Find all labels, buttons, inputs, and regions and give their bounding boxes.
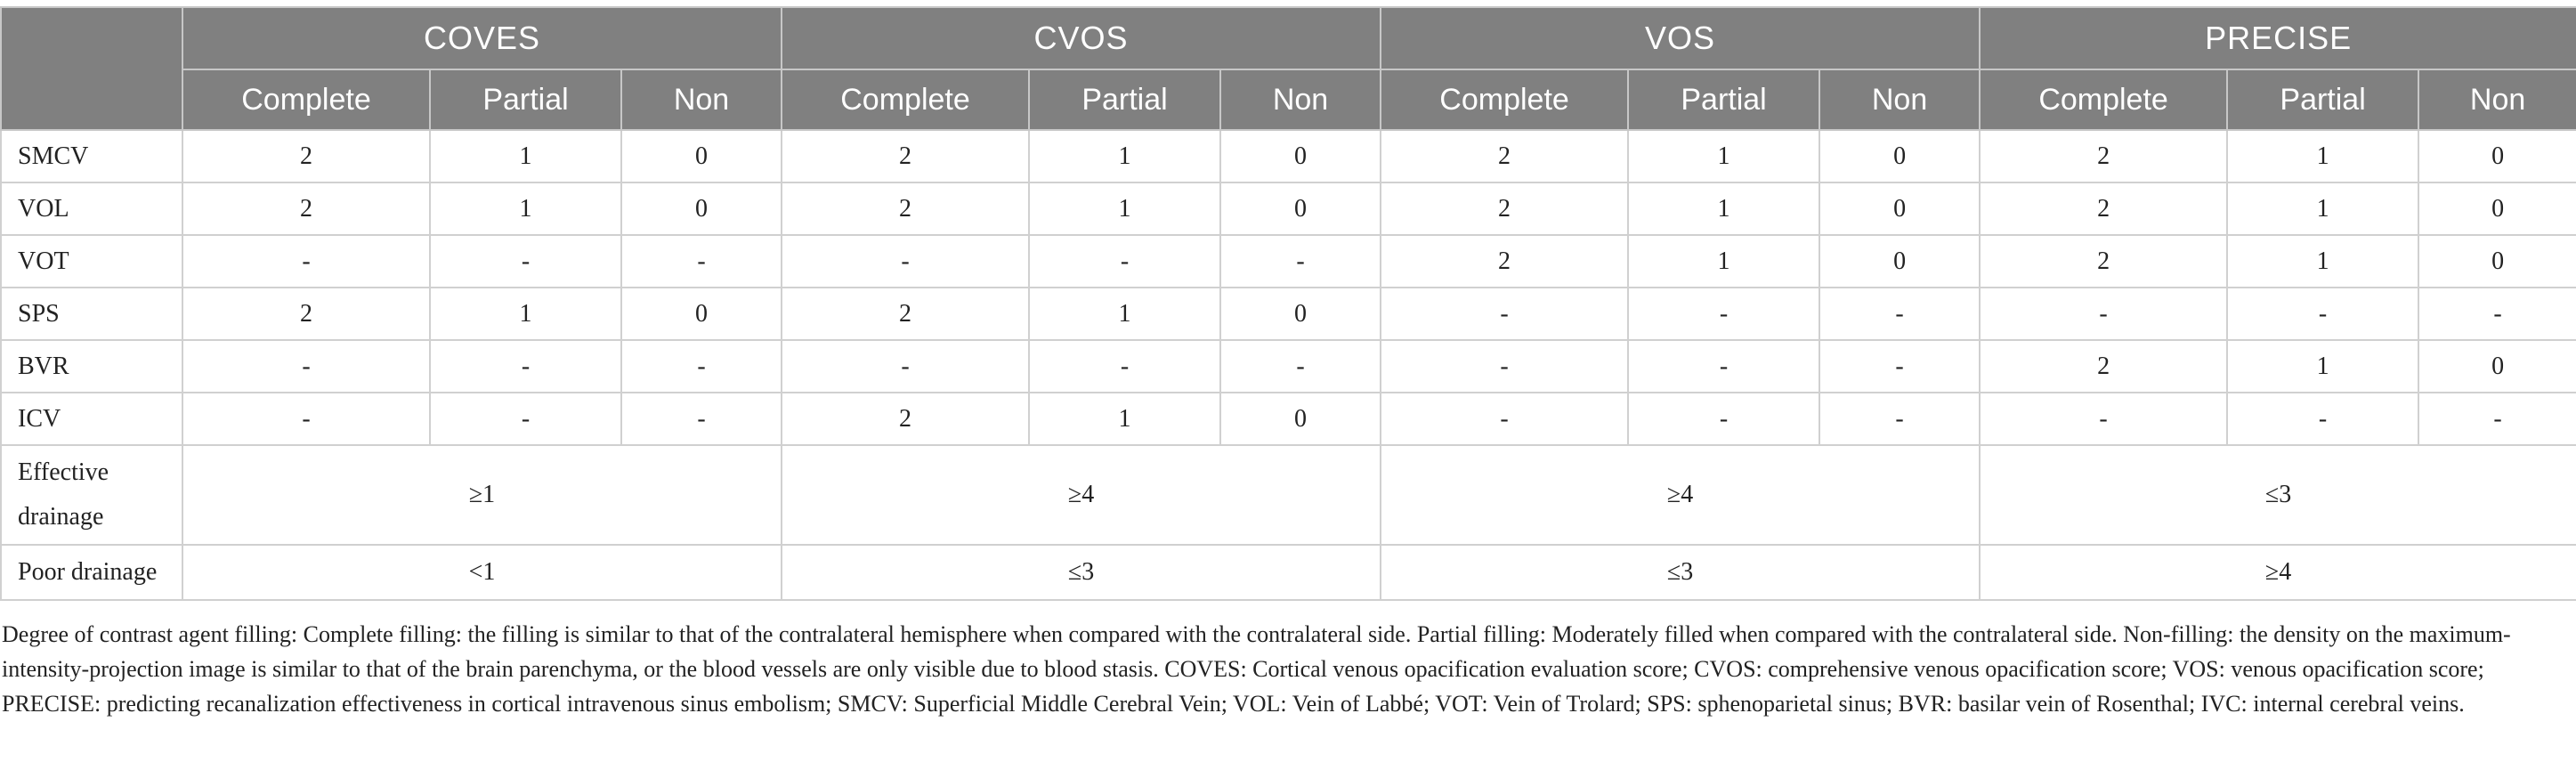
score-cell: 0 — [2418, 340, 2576, 393]
score-cell: 1 — [1628, 130, 1819, 182]
score-cell: 0 — [621, 288, 782, 340]
score-cell: - — [430, 393, 621, 445]
score-cell: - — [621, 235, 782, 288]
row-label: BVR — [1, 340, 182, 393]
table-row — [1, 288, 2576, 340]
score-cell: - — [1381, 288, 1628, 340]
score-cell: 0 — [621, 130, 782, 182]
poor-cvos-cell: ≤3 — [782, 545, 1381, 600]
score-cell: 1 — [2227, 130, 2418, 182]
score-cell: 2 — [182, 182, 430, 235]
score-cell: 0 — [1220, 393, 1381, 445]
subheader-complete: Complete — [1381, 69, 1628, 130]
score-cell: - — [1819, 393, 1980, 445]
table-row — [1, 130, 2576, 182]
table-row — [1, 235, 2576, 288]
score-cell: 1 — [430, 130, 621, 182]
score-cell: 0 — [1819, 130, 1980, 182]
table-footnote: Degree of contrast agent filling: Complete filling: the filling is similar to that of the contralateral hemisphere when compared with the contralateral side. Partial filling: Moderately filled when compared with the contralateral side. Non-filling: the density on the maximum-intensity-projection image is similar to that of the brain parenchyma, or the blood vessels are only visible due to blood stasis. COVES: Cortical venous opacification evaluation score; CVOS: comprehensive venous opacification score; VOS: venous opacification score; PRECISE: predicting recanalization effectiveness in cortical intravenous sinus embolism; SMCV: Superficial Middle Cerebral Vein; VOL: Vein of Labbé; VOT: Vein of Trolard; SPS: sphenoparietal sinus; BVR: basilar vein of Rosenthal; IVC: internal cerebral veins. — [2, 621, 2511, 717]
score-cell: 0 — [1819, 235, 1980, 288]
score-cell: - — [782, 235, 1029, 288]
score-cell: 0 — [1220, 182, 1381, 235]
table-row — [1, 182, 2576, 235]
score-cell: - — [1029, 340, 1220, 393]
effective-coves-cell: ≥1 — [182, 445, 782, 545]
group-header-vos: VOS — [1381, 7, 1980, 69]
score-cell: - — [182, 235, 430, 288]
score-cell: 0 — [2418, 130, 2576, 182]
score-cell: 1 — [1628, 235, 1819, 288]
score-cell: 0 — [621, 182, 782, 235]
venous-score-table — [0, 6, 2576, 601]
score-cell: - — [1029, 235, 1220, 288]
score-cell: 1 — [1628, 182, 1819, 235]
row-label: Poor drainage — [1, 545, 182, 600]
score-cell: 1 — [1029, 130, 1220, 182]
score-cell: - — [1628, 288, 1819, 340]
subheader-partial: Partial — [1628, 69, 1819, 130]
score-cell: 1 — [1029, 393, 1220, 445]
score-cell: - — [1980, 288, 2227, 340]
effective-drainage-row — [1, 445, 2576, 545]
score-cell: 2 — [782, 393, 1029, 445]
row-label: SPS — [1, 288, 182, 340]
score-cell: - — [1220, 235, 1381, 288]
row-label: VOT — [1, 235, 182, 288]
score-cell: 2 — [1980, 182, 2227, 235]
score-cell: 2 — [782, 288, 1029, 340]
score-cell: 2 — [1381, 130, 1628, 182]
score-cell: 2 — [1980, 130, 2227, 182]
score-cell: - — [1381, 393, 1628, 445]
score-cell: - — [621, 340, 782, 393]
subheader-non: Non — [1819, 69, 1980, 130]
score-cell: - — [430, 340, 621, 393]
row-label: SMCV — [1, 130, 182, 182]
score-cell: - — [2227, 288, 2418, 340]
score-cell: - — [1819, 288, 1980, 340]
subheader-partial: Partial — [430, 69, 621, 130]
poor-vos-cell: ≤3 — [1381, 545, 1980, 600]
score-cell: 0 — [2418, 235, 2576, 288]
subheader-complete: Complete — [782, 69, 1029, 130]
score-cell: - — [1819, 340, 1980, 393]
corner-header-cell — [1, 7, 182, 130]
group-header-precise: PRECISE — [1980, 7, 2576, 69]
table-row — [1, 340, 2576, 393]
subheader-non: Non — [1220, 69, 1381, 130]
effective-vos-cell: ≥4 — [1381, 445, 1980, 545]
table-row — [1, 393, 2576, 445]
score-cell: 1 — [430, 182, 621, 235]
subheader-complete: Complete — [182, 69, 430, 130]
score-cell: - — [1381, 340, 1628, 393]
effective-precise-cell: ≤3 — [1980, 445, 2576, 545]
poor-coves-cell: <1 — [182, 545, 782, 600]
group-header-cvos: CVOS — [782, 7, 1381, 69]
score-cell: - — [1628, 340, 1819, 393]
table-body — [1, 130, 2576, 445]
score-cell: 2 — [182, 288, 430, 340]
subheader-complete: Complete — [1980, 69, 2227, 130]
score-cell: - — [2418, 288, 2576, 340]
score-cell: 2 — [782, 130, 1029, 182]
score-cell: - — [2418, 393, 2576, 445]
score-cell: - — [1628, 393, 1819, 445]
score-cell: - — [621, 393, 782, 445]
effective-cvos-cell: ≥4 — [782, 445, 1381, 545]
score-cell: 2 — [1381, 235, 1628, 288]
score-cell: - — [1220, 340, 1381, 393]
row-label: VOL — [1, 182, 182, 235]
score-cell: 1 — [2227, 182, 2418, 235]
score-cell: - — [182, 340, 430, 393]
score-cell: - — [782, 340, 1029, 393]
score-cell: 2 — [1980, 340, 2227, 393]
subheader-partial: Partial — [2227, 69, 2418, 130]
score-cell: 0 — [1819, 182, 1980, 235]
poor-precise-cell: ≥4 — [1980, 545, 2576, 600]
score-cell: 2 — [182, 130, 430, 182]
subheader-partial: Partial — [1029, 69, 1220, 130]
score-cell: - — [2227, 393, 2418, 445]
score-cell: 2 — [1980, 235, 2227, 288]
row-label: ICV — [1, 393, 182, 445]
subheader-non: Non — [2418, 69, 2576, 130]
score-cell: - — [182, 393, 430, 445]
poor-drainage-row — [1, 545, 2576, 600]
score-cell: 1 — [1029, 288, 1220, 340]
score-cell: 2 — [1381, 182, 1628, 235]
score-cell: - — [1980, 393, 2227, 445]
score-cell: 0 — [2418, 182, 2576, 235]
row-label: Effective drainage — [1, 445, 182, 545]
drainage-body — [1, 445, 2576, 600]
group-header-coves: COVES — [182, 7, 782, 69]
score-cell: 1 — [2227, 340, 2418, 393]
score-cell: 1 — [430, 288, 621, 340]
score-cell: 1 — [1029, 182, 1220, 235]
score-cell: 0 — [1220, 288, 1381, 340]
score-cell: - — [430, 235, 621, 288]
score-cell: 2 — [782, 182, 1029, 235]
score-cell: 1 — [2227, 235, 2418, 288]
subheader-non: Non — [621, 69, 782, 130]
score-cell: 0 — [1220, 130, 1381, 182]
